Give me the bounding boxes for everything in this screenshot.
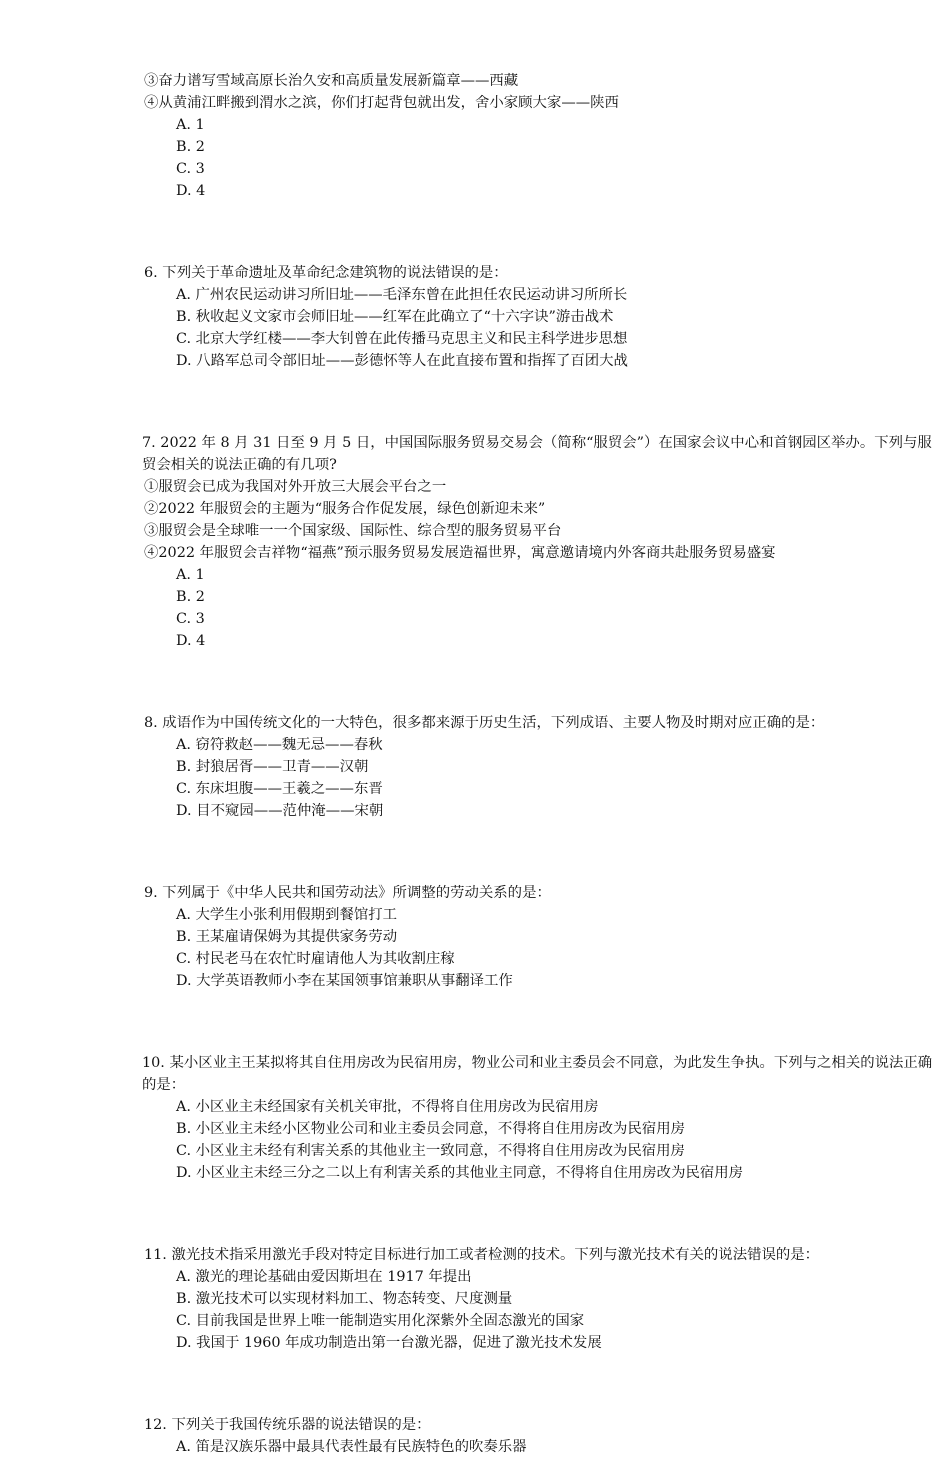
option-d[interactable]: D. 4 [176,633,206,649]
option-d[interactable]: D. 小区业主未经三分之二以上有利害关系的其他业主同意，不得将自住用房改为民宿用房 [176,1165,744,1181]
question-8 [144,712,944,822]
question-stem: 9. 下列属于《中华人民共和国劳动法》所调整的劳动关系的是： [144,885,551,901]
question-list [144,70,944,1458]
option-b[interactable]: B. 秋收起义文家市会师旧址——红军在此确立了“十六字诀”游击战术 [176,309,614,325]
option-a[interactable]: A. 小区业主未经国家有关机关审批，不得将自住用房改为民宿用房 [176,1099,599,1115]
option-d[interactable]: D. 我国于 1960 年成功制造出第一台激光器，促进了激光技术发展 [176,1335,602,1351]
option-a[interactable]: A. 1 [176,567,205,583]
option-c[interactable]: C. 3 [176,161,205,177]
question-5-tail [144,70,944,202]
option-b[interactable]: B. 王某雇请保姆为其提供家务劳动 [176,929,398,945]
option-d[interactable]: D. 大学英语教师小李在某国领事馆兼职从事翻译工作 [176,973,513,989]
question-stem: 8. 成语作为中国传统文化的一大特色，很多都来源于历史生活，下列成语、主要人物及时期对应正确的是： [144,715,825,731]
question-stem: 7. 2022 年 8 月 31 日至 9 月 5 日，中国国际服务贸易交易会（简称“服贸会”）在国家会议中心和首钢园区举办。下列与服贸会相关的说法正确的有几项? [142,435,932,473]
option-b[interactable]: B. 2 [176,589,205,605]
spacer [144,1354,944,1414]
statement-1: ①服贸会已成为我国对外开放三大展会平台之一 [144,479,447,495]
option-a[interactable]: A. 笛是汉族乐器中最具代表性最有民族特色的吹奏乐器 [176,1439,527,1455]
option-c[interactable]: C. 3 [176,611,205,627]
statement-3: ③奋力谱写雪域高原长治久安和高质量发展新篇章——西藏 [144,73,519,89]
question-10 [144,1052,944,1184]
question-stem: 11. 激光技术指采用激光手段对特定目标进行加工或者检测的技术。下列与激光技术有关的说法错误的是： [144,1247,820,1263]
statement-4: ④2022 年服贸会吉祥物“福燕”预示服务贸易发展造福世界，寓意邀请境内外客商共赴服务贸易盛宴 [144,545,776,561]
option-a[interactable]: A. 1 [176,117,205,133]
option-c[interactable]: C. 北京大学红楼——李大钊曾在此传播马克思主义和民主科学进步思想 [176,331,628,347]
spacer [144,822,944,882]
option-a[interactable]: A. 大学生小张利用假期到餐馆打工 [176,907,398,923]
question-stem: 10. 某小区业主王某拟将其自住用房改为民宿用房，物业公司和业主委员会不同意，为此发生争执。下列与之相关的说法正确的是： [142,1055,933,1093]
option-c[interactable]: C. 东床坦腹——王羲之——东晋 [176,781,383,797]
statement-3: ③服贸会是全球唯一一个国家级、国际性、综合型的服务贸易平台 [144,523,562,539]
option-b[interactable]: B. 小区业主未经小区物业公司和业主委员会同意，不得将自住用房改为民宿用房 [176,1121,686,1137]
question-7 [144,432,944,652]
option-b[interactable]: B. 2 [176,139,205,155]
option-c[interactable]: C. 小区业主未经有利害关系的其他业主一致同意，不得将自住用房改为民宿用房 [176,1143,685,1159]
option-a[interactable]: A. 窃符救赵——魏无忌——春秋 [176,737,383,753]
question-stem: 6. 下列关于革命遗址及革命纪念建筑物的说法错误的是： [144,265,508,281]
option-b[interactable]: B. 封狼居胥——卫青——汉朝 [176,759,369,775]
question-6 [144,262,944,372]
option-d[interactable]: D. 4 [176,183,206,199]
statement-2: ②2022 年服贸会的主题为“服务合作促发展，绿色创新迎未来” [144,501,546,517]
statement-4: ④从黄浦江畔搬到渭水之滨，你们打起背包就出发，舍小家顾大家——陕西 [144,95,619,111]
question-11 [144,1244,944,1354]
question-stem: 12. 下列关于我国传统乐器的说法错误的是： [144,1417,431,1433]
spacer [144,202,944,262]
question-9 [144,882,944,992]
option-d[interactable]: D. 八路军总司令部旧址——彭德怀等人在此直接布置和指挥了百团大战 [176,353,628,369]
option-b[interactable]: B. 激光技术可以实现材料加工、物态转变、尺度测量 [176,1291,513,1307]
question-12 [144,1414,944,1458]
option-a[interactable]: A. 广州农民运动讲习所旧址——毛泽东曾在此担任农民运动讲习所所长 [176,287,628,303]
spacer [144,652,944,712]
option-c[interactable]: C. 目前我国是世界上唯一能制造实用化深紫外全固态激光的国家 [176,1313,585,1329]
option-a[interactable]: A. 激光的理论基础由爱因斯坦在 1917 年提出 [176,1269,472,1285]
spacer [144,372,944,432]
spacer [144,992,944,1052]
option-d[interactable]: D. 目不窥园——范仲淹——宋朝 [176,803,384,819]
spacer [144,1184,944,1244]
option-c[interactable]: C. 村民老马在农忙时雇请他人为其收割庄稼 [176,951,455,967]
